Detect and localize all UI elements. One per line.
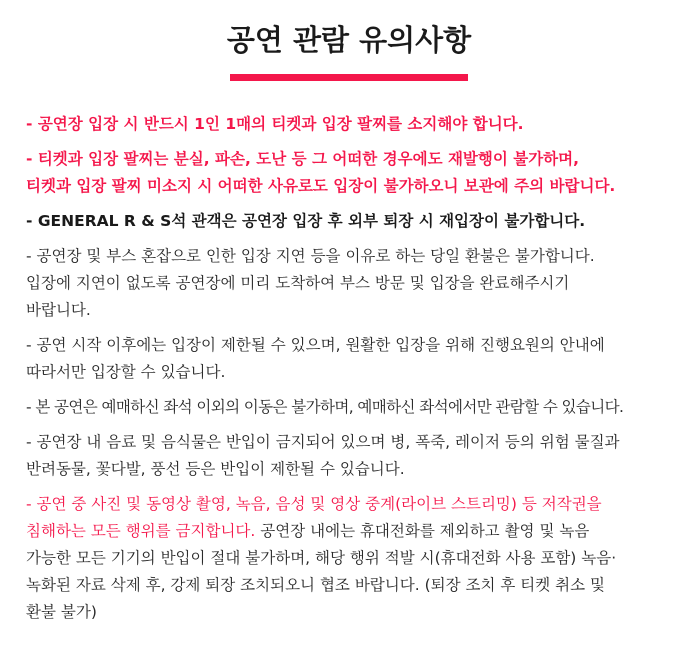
notice-recording-prohibited (26, 491, 672, 626)
notice-no-refund-delay (26, 243, 672, 324)
notice-line: 가능한 모든 기기의 반입이 절대 불가하며, 해당 행위 적발 시(휴대전화 사용 포함) 녹음· (26, 549, 617, 567)
notice-line-mixed (26, 518, 672, 545)
notice-line: 따라서만 입장할 수 있습니다. (26, 363, 226, 381)
notice-no-reentry (26, 208, 672, 235)
notice-line: 티켓과 입장 팔찌 미소지 시 어떠한 사유로도 입장이 불가하오니 보관에 주의 바랍니다. (26, 177, 616, 195)
notice-normal-segment: 공연장 내에는 휴대전화를 제외하고 촬영 및 녹음 (255, 522, 590, 540)
notice-late-entry (26, 332, 672, 386)
notice-list (26, 111, 672, 626)
title-section (26, 0, 672, 81)
notice-line: - 공연장 및 부스 혼잡으로 인한 입장 지연 등을 이유로 하는 당일 환불은 불가합니다. (26, 247, 595, 265)
notice-line: 녹화된 자료 삭제 후, 강제 퇴장 조치되오니 협조 바랍니다. (퇴장 조치 후 티켓 취소 및 (26, 576, 605, 594)
notice-line: - 공연장 입장 시 반드시 1인 1매의 티켓과 입장 팔찌를 소지해야 합니다. (26, 115, 524, 133)
notice-ticket-bracelet-required (26, 111, 672, 138)
notice-red-segment: 침해하는 모든 행위를 금지합니다. (26, 522, 256, 540)
notice-line: - 본 공연은 예매하신 좌석 이외의 이동은 불가하며, 예매하신 좌석에서만 관람할 수 있습니다. (26, 398, 624, 416)
notice-line: 입장에 지연이 없도록 공연장에 미리 도착하여 부스 방문 및 입장을 완료해주시기 (26, 274, 570, 292)
notice-line: 환불 불가) (26, 603, 97, 621)
notice-line: 바랍니다. (26, 301, 91, 319)
notice-line: - 공연장 내 음료 및 음식물은 반입이 금지되어 있으며 병, 폭죽, 레이저 등의 위험 물질과 (26, 433, 620, 451)
notice-seat-movement (26, 394, 672, 421)
title-underline (230, 74, 468, 81)
notice-line: - 공연 시작 이후에는 입장이 제한될 수 있으며, 원활한 입장을 위해 진행요원의 안내에 (26, 336, 605, 354)
page-title: 공연 관람 유의사항 (226, 23, 472, 57)
notice-line: 반려동물, 꽃다발, 풍선 등은 반입이 제한될 수 있습니다. (26, 460, 405, 478)
notice-line: - GENERAL R & S석 관객은 공연장 입장 후 외부 퇴장 시 재입장이 불가합니다. (26, 212, 586, 230)
notice-line-red: - 공연 중 사진 및 동영상 촬영, 녹음, 음성 및 영상 중계(라이브 스트리밍) 등 저작권을 (26, 495, 602, 513)
notice-prohibited-items (26, 429, 672, 483)
notice-no-reissue (26, 146, 672, 200)
notice-line: - 티켓과 입장 팔찌는 분실, 파손, 도난 등 그 어떠한 경우에도 재발행이 불가하며, (26, 150, 580, 168)
